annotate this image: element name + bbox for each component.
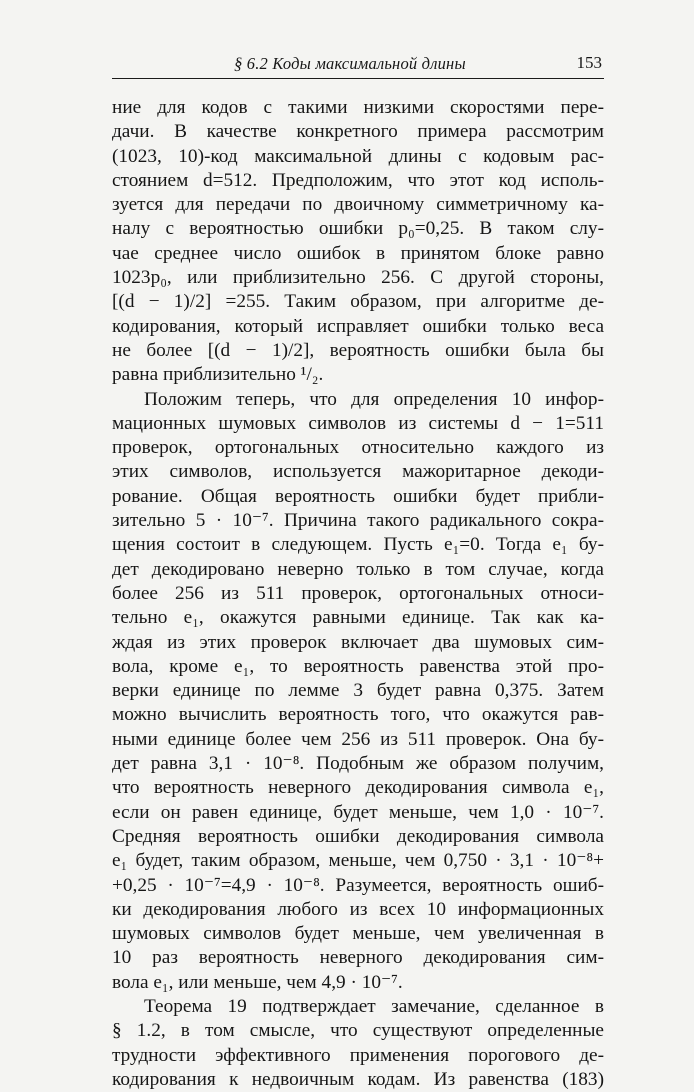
paragraph-2	[112, 388, 604, 995]
page-header	[112, 52, 604, 79]
text-line: щения состоит в следующем. Пусть e₁=0. Тогда e₁ бу-	[112, 534, 604, 556]
running-title: § 6.2 Коды максимальной длины	[234, 54, 466, 73]
text-line: чае среднее число ошибок в принятом блоке равно	[112, 242, 604, 264]
text-line: зительно 5 · 10⁻⁷. Причина такого радикального сокра-	[112, 510, 604, 532]
text-line: ждая из этих проверок включает два шумовых сим-	[112, 631, 604, 653]
text-line: рование. Общая вероятность ошибки будет прибли-	[112, 485, 604, 507]
text-line: шумовых символов будет меньше, чем увеличенная в	[112, 923, 604, 945]
text-line: +0,25 · 10⁻⁷=4,9 · 10⁻⁸. Разумеется, вероятность ошиб-	[112, 874, 604, 896]
text-line: зуется для передачи по двоичному симметричному ка-	[112, 194, 604, 216]
text-line: вола, кроме e₁, то вероятность равенства этой про-	[112, 655, 604, 677]
text-line: что вероятность неверного декодирования символа e₁,	[112, 777, 604, 799]
text-line: вола e₁, или меньше, чем 4,9 · 10⁻⁷.	[112, 971, 403, 993]
text-line: ными единице более чем 256 из 511 проверок. Она бу-	[112, 728, 604, 750]
text-line: (1023, 10)-код максимальной длины с кодовым рас-	[112, 145, 604, 167]
text-line: кодирования, который исправляет ошибки только веса	[112, 315, 604, 337]
text-line: ние для кодов с такими низкими скоростями пере-	[112, 97, 604, 118]
paragraph-1	[112, 96, 604, 388]
text-line: § 1.2, в том смысле, что существуют определенные	[112, 1020, 604, 1042]
text-line: Средняя вероятность ошибки декодирования символа	[112, 825, 604, 847]
text-line: дет декодировано неверно только в том случае, когда	[112, 558, 604, 580]
paragraph-3	[112, 995, 604, 1092]
text-line: тельно e₁, окажутся равными единице. Так как ка-	[112, 607, 604, 629]
text-line: проверок, ортогональных относительно каждого из	[112, 437, 604, 459]
text-line: мационных шумовых символов из системы d − 1=511	[112, 412, 604, 434]
page-number: 153	[576, 53, 602, 72]
text-line: Теорема 19 подтверждает замечание, сделанное в	[144, 995, 604, 1017]
text-line: налу с вероятностью ошибки p₀=0,25. В таком слу-	[112, 218, 604, 240]
text-line: можно вычислить вероятность того, что окажутся рав-	[112, 704, 604, 726]
text-line: Положим теперь, что для определения 10 инфор-	[144, 388, 604, 410]
text-line: трудности эффективного применения порогового де-	[112, 1044, 604, 1066]
text-line: если он равен единице, будет меньше, чем 1,0 · 10⁻⁷.	[112, 801, 604, 823]
text-line: ки декодирования любого из всех 10 информационных	[112, 898, 604, 920]
page-body	[112, 96, 604, 1092]
text-line: равна приблизительно ¹/₂.	[112, 364, 324, 386]
text-line: [(d − 1)/2] =255. Таким образом, при алгоритме де-	[112, 291, 604, 313]
text-line: не более [(d − 1)/2], вероятность ошибки была бы	[112, 339, 604, 361]
text-line: более 256 из 511 проверок, ортогональных относи-	[112, 582, 604, 604]
text-line: 1023p₀, или приблизительно 256. С другой стороны,	[112, 267, 604, 289]
text-line: кодирования к недвоичным кодам. Из равенства (183)	[112, 1068, 604, 1090]
text-line: этих символов, используется мажоритарное декоди-	[112, 461, 604, 483]
text-line: дет равна 3,1 · 10⁻⁸. Подобным же образом получим,	[112, 753, 604, 775]
text-line: дачи. В качестве конкретного примера рассмотрим	[112, 121, 604, 143]
text-line: 10 раз вероятность неверного декодирования сим-	[112, 947, 604, 969]
text-line: e₁ будет, таким образом, меньше, чем 0,750 · 3,1 · 10⁻⁸+	[112, 850, 604, 872]
text-line: верки единице по лемме 3 будет равна 0,375. Затем	[112, 680, 604, 702]
text-line: стоянием d=512. Предположим, что этот код исполь-	[112, 169, 604, 191]
